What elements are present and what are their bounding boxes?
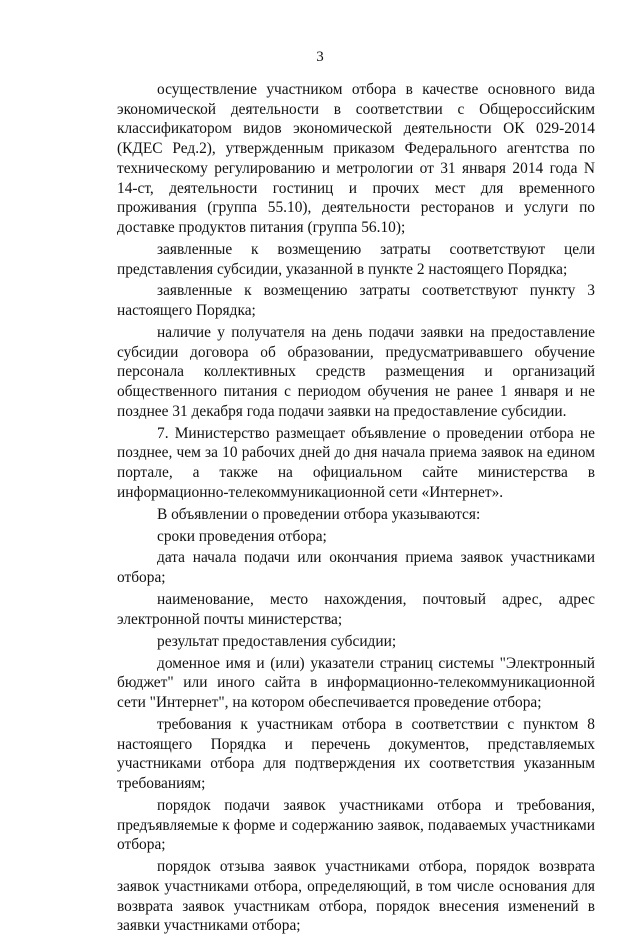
paragraph: заявленные к возмещению затраты соответствуют цели представления субсидии, указанной в пункте 2 настоящего Порядка;	[117, 240, 595, 278]
paragraph: В объявлении о проведении отбора указываются:	[157, 505, 481, 523]
paragraph: порядок отзыва заявок участниками отбора, порядок возврата заявок участниками отбора, определяющий, в том числе основания для возврата заявок участникам отбора, порядок внесения изменений в заявки участниками отбора;	[117, 858, 595, 935]
paragraph: доменное имя и (или) указатели страниц системы "Электронный бюджет" или иного сайта в информационно-телекоммуникационной сети "Интернет", на котором обеспечивается проведение отбора;	[117, 654, 595, 711]
paragraph: дата начала подачи или окончания приема заявок участниками отбора;	[117, 549, 595, 587]
paragraph: осуществление участником отбора в качестве основного вида экономической деятельности в соответствии с Общероссийским классификатором видов экономической деятельности ОК 029-2014 (КДЕС Ред.2), утвержденным приказом Федерального агентства по техническому регулированию и метрологии от 31 января 2014 года N 14-ст, деятельности гостиниц и прочих мест для временного проживания (группа 55.10), деятельности ресторанов и услуги по доставке продуктов питания (группа 56.10);	[117, 81, 595, 236]
paragraph: сроки проведения отбора;	[157, 527, 327, 545]
paragraph: наличие у получателя на день подачи заявки на предоставление субсидии договора об образовании, предусматривавшего обучение персонала коллективных средств размещения и организаций общественного питания с периодом обучения не ранее 1 января и не позднее 31 декабря года подачи заявки на предоставление субсидии.	[117, 324, 595, 420]
document-body	[117, 80, 595, 938]
paragraph: результат предоставления субсидии;	[157, 632, 397, 650]
paragraph: наименование, место нахождения, почтовый адрес, адрес электронной почты министерства;	[117, 591, 595, 628]
paragraph: порядок подачи заявок участниками отбора и требования, предъявляемые к форме и содержанию заявок, подаваемых участниками отбора;	[117, 796, 595, 854]
paragraph: 7. Министерство размещает объявление о проведении отбора не позднее, чем за 10 рабочих дней до дня начала приема заявок на едином портале, а также на официальном сайте министерства в информационно-телекоммуникационной сети «Интернет».	[117, 424, 595, 501]
paragraph: заявленные к возмещению затраты соответствуют пункту 3 настоящего Порядка;	[117, 282, 595, 320]
page-number: 3	[316, 49, 324, 65]
paragraph: требования к участникам отбора в соответствии с пунктом 8 настоящего Порядка и перечень документов, представляемых участниками отбора для подтверждения их соответствия указанным требованиям;	[117, 715, 595, 792]
